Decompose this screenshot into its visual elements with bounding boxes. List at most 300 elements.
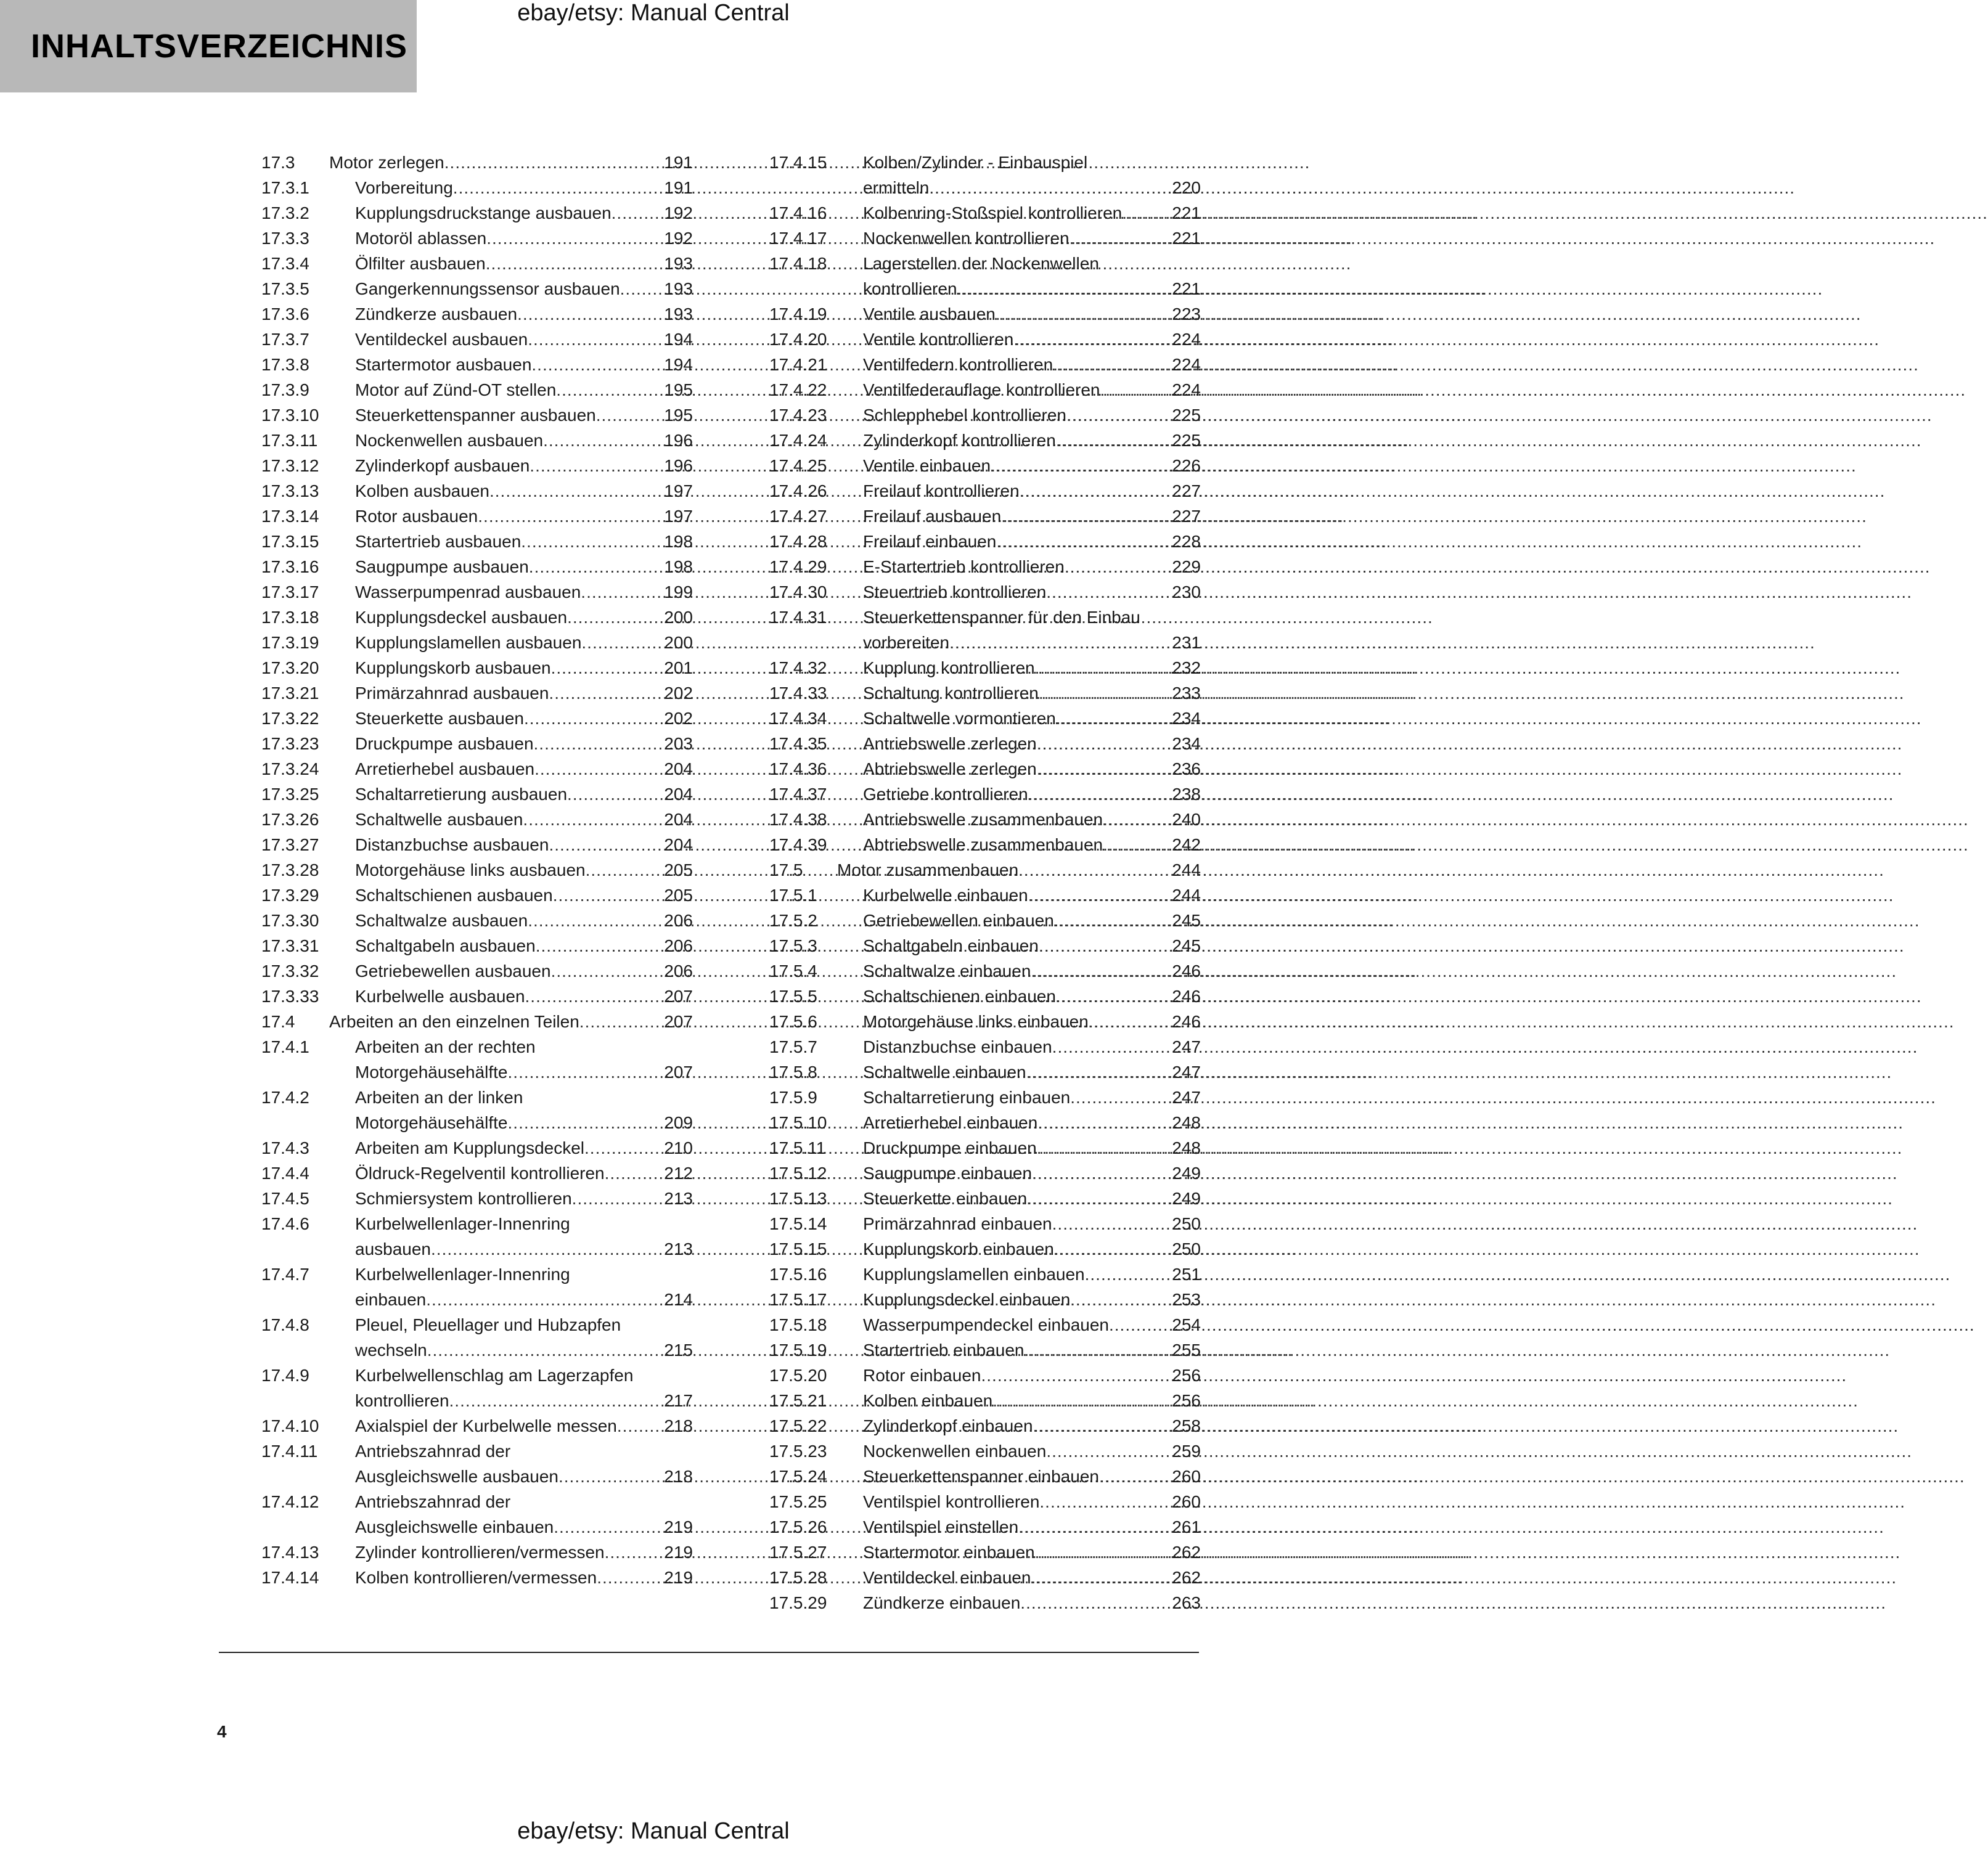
toc-dot-leader [1066, 402, 1163, 428]
toc-entry-title-line: Antriebszahnrad der [355, 1442, 511, 1461]
toc-entry-number: 17.3.24 [261, 759, 319, 778]
toc-page-number: 260 [1172, 1467, 1201, 1486]
toc-entry-title: Zylinderkopf einbauen [863, 1416, 1033, 1435]
toc-entry-body [329, 150, 693, 175]
toc-entry[interactable] [261, 1312, 693, 1363]
toc-entry[interactable] [769, 478, 1201, 504]
toc-entry[interactable] [261, 883, 693, 908]
toc-page-number: 263 [1172, 1593, 1201, 1612]
toc-page-number: 253 [1172, 1290, 1201, 1309]
toc-entry-title: Nockenwellen kontrollieren [863, 229, 1070, 248]
toc-entry-title-line: Kolben/Zylinder - Einbauspiel [863, 153, 1088, 172]
toc-entry[interactable] [261, 150, 693, 175]
toc-entry[interactable] [261, 1262, 693, 1312]
toc-page-number: 193 [664, 304, 693, 324]
toc-entry-number: 17.5.11 [769, 1138, 826, 1157]
toc-entry-title: Motorgehäusehälfte [355, 1063, 508, 1082]
toc-entry-title: Getriebe kontrollieren [863, 785, 1028, 804]
toc-page-number: 224 [1172, 380, 1201, 399]
toc-entry-body [863, 1312, 1201, 1337]
toc-entry[interactable] [261, 706, 693, 731]
toc-entry[interactable] [769, 731, 1201, 756]
toc-entry[interactable] [769, 1262, 1201, 1287]
toc-entry-body [863, 1262, 1201, 1287]
toc-entry-number: 17.4.39 [769, 835, 827, 854]
toc-dot-leader [549, 832, 655, 857]
toc-entry-title-row [863, 1439, 1201, 1464]
toc-entry[interactable] [769, 807, 1201, 832]
toc-dot-leader [1100, 377, 1163, 402]
toc-dot-leader [1056, 984, 1163, 1009]
toc-entry-body [355, 251, 693, 276]
toc-entry-body [863, 377, 1201, 402]
toc-entry-number: 17.4.4 [261, 1164, 309, 1183]
toc-entry-title: Getriebewellen einbauen [863, 911, 1054, 930]
toc-entry-body [355, 1135, 693, 1161]
toc-entry-number: 17.4.33 [769, 684, 827, 703]
toc-entry-title: Schaltgabeln ausbauen [355, 936, 536, 955]
toc-entry[interactable] [769, 1540, 1201, 1565]
toc-entry-title-row [863, 958, 1201, 984]
toc-dot-leader [551, 655, 655, 680]
toc-entry-title: Kolben kontrollieren/vermessen [355, 1568, 597, 1587]
toc-entry-title-row [863, 1565, 1201, 1590]
toc-entry-title: Ventile ausbauen [863, 304, 996, 324]
toc-page-number: 231 [1172, 633, 1201, 652]
toc-entry[interactable] [769, 1135, 1201, 1161]
toc-page-number: 207 [664, 987, 693, 1006]
toc-entry[interactable] [261, 984, 693, 1009]
toc-page-number: 261 [1172, 1517, 1201, 1537]
toc-entry-title-line: Arbeiten an der rechten [355, 1037, 536, 1056]
toc-entry[interactable] [769, 226, 1201, 251]
toc-entry-title: Steuertrieb kontrollieren [863, 582, 1047, 602]
toc-dot-leader [1028, 782, 1163, 807]
toc-entry-title: Arretierhebel einbauen [863, 1113, 1038, 1132]
toc-entry[interactable] [769, 933, 1201, 958]
toc-entry-number: 17.5.21 [769, 1391, 827, 1410]
toc-entry[interactable] [261, 605, 693, 630]
toc-entry[interactable] [769, 958, 1201, 984]
toc-entry[interactable] [261, 554, 693, 579]
toc-entry[interactable] [261, 756, 693, 782]
toc-entry-number: 17.3.16 [261, 557, 319, 576]
toc-entry[interactable] [769, 301, 1201, 327]
toc-entry-title: Schmiersystem kontrollieren [355, 1189, 572, 1208]
toc-page-number: 247 [1172, 1037, 1201, 1056]
toc-entry-number: 17.4.25 [769, 456, 827, 475]
toc-entry[interactable] [769, 504, 1201, 529]
toc-entry[interactable] [769, 1312, 1201, 1337]
toc-dot-leader [489, 478, 655, 504]
toc-entry[interactable] [769, 1211, 1201, 1236]
toc-dot-leader [529, 554, 655, 579]
toc-entry[interactable] [261, 655, 693, 680]
toc-entry-title-row [863, 504, 1201, 529]
toc-entry[interactable] [769, 1565, 1201, 1590]
toc-entry-title-row [355, 1287, 693, 1312]
toc-column-right [769, 150, 1201, 1615]
toc-entry-title: Steuerkette ausbauen [355, 709, 524, 728]
toc-entry[interactable] [769, 1514, 1201, 1540]
toc-entry[interactable] [769, 1186, 1201, 1211]
toc-page-number: 262 [1172, 1568, 1201, 1587]
toc-entry[interactable] [261, 529, 693, 554]
toc-entry-body [355, 276, 693, 301]
toc-entry-number: 17.5.16 [769, 1265, 827, 1284]
toc-entry-title: Schaltwelle ausbauen [355, 810, 523, 829]
toc-entry[interactable] [769, 1590, 1201, 1615]
toc-entry[interactable] [769, 327, 1201, 352]
toc-entry-body [863, 832, 1201, 857]
toc-entry-title-row [355, 175, 693, 200]
toc-page-number: 227 [1172, 481, 1201, 500]
toc-entry-number: 17.5.2 [769, 911, 817, 930]
toc-entry[interactable] [769, 655, 1201, 680]
toc-entry[interactable] [261, 453, 693, 478]
toc-entry[interactable] [261, 327, 693, 352]
toc-entry[interactable] [769, 1363, 1201, 1388]
toc-entry[interactable] [769, 908, 1201, 933]
toc-entry[interactable] [769, 251, 1201, 301]
toc-entry-title-row [355, 756, 693, 782]
toc-entry[interactable] [769, 1009, 1201, 1034]
toc-entry-body [863, 1287, 1201, 1312]
toc-entry[interactable] [769, 200, 1201, 226]
toc-entry-number: 17.5.28 [769, 1568, 827, 1587]
toc-dot-leader [1031, 958, 1163, 984]
toc-entry[interactable] [769, 1439, 1201, 1464]
toc-dot-leader [1039, 933, 1163, 958]
toc-entry[interactable] [261, 630, 693, 655]
toc-page-number: 228 [1172, 532, 1201, 551]
toc-entry-body [355, 1363, 693, 1413]
toc-entry-title-line: Antriebszahnrad der [355, 1492, 511, 1511]
toc-dot-leader [1109, 1312, 1163, 1337]
toc-entry-title: Arbeiten am Kupplungsdeckel [355, 1138, 585, 1157]
toc-entry-body [863, 1236, 1201, 1262]
toc-entry[interactable] [261, 782, 693, 807]
toc-entry-body [355, 226, 693, 251]
toc-entry[interactable] [769, 554, 1201, 579]
toc-entry-body [863, 933, 1201, 958]
toc-entry-title-row [863, 655, 1201, 680]
toc-entry[interactable] [261, 175, 693, 200]
toc-entry[interactable] [261, 680, 693, 706]
toc-dot-leader [1046, 579, 1163, 605]
toc-dot-leader [543, 428, 655, 453]
toc-entry-title-row [863, 1337, 1201, 1363]
toc-entry-body [355, 908, 693, 933]
toc-dot-leader [530, 453, 655, 478]
toc-entry[interactable] [769, 1464, 1201, 1489]
toc-entry[interactable] [769, 1161, 1201, 1186]
toc-dot-leader [536, 933, 655, 958]
toc-entry[interactable] [261, 1565, 693, 1590]
toc-entry[interactable] [769, 1489, 1201, 1514]
toc-entry[interactable] [769, 756, 1201, 782]
toc-entry[interactable] [261, 731, 693, 756]
toc-entry[interactable] [769, 984, 1201, 1009]
toc-entry-title-row [863, 1540, 1201, 1565]
toc-entry-title-row [863, 1287, 1201, 1312]
toc-entry-number: 17.3.15 [261, 532, 319, 551]
toc-entry[interactable] [769, 605, 1201, 655]
toc-entry-title: Nockenwellen einbauen [863, 1442, 1047, 1461]
toc-entry-title: Gangerkennungssensor ausbauen [355, 279, 620, 298]
toc-entry-body [863, 529, 1201, 554]
toc-entry-body [355, 1565, 693, 1590]
toc-entry[interactable] [769, 150, 1201, 200]
toc-entry[interactable] [769, 1034, 1201, 1059]
toc-entry-title-row [355, 984, 693, 1009]
toc-entry[interactable] [769, 1085, 1201, 1110]
toc-dot-leader [1028, 883, 1163, 908]
toc-page-number: 221 [1172, 229, 1201, 248]
toc-entry-body [863, 251, 1201, 301]
toc-page-number: 248 [1172, 1138, 1201, 1157]
toc-page-number: 234 [1172, 734, 1201, 753]
toc-page-number: 221 [1172, 279, 1201, 298]
toc-entry-body [863, 1514, 1201, 1540]
toc-entry-number: 17.3.2 [261, 203, 309, 222]
toc-entry-title-row [863, 984, 1201, 1009]
toc-dot-leader [1032, 1161, 1163, 1186]
toc-entry-title: Ausgleichswelle einbauen [355, 1517, 554, 1537]
toc-entry[interactable] [261, 1489, 693, 1540]
toc-entry[interactable] [261, 933, 693, 958]
toc-entry[interactable] [769, 377, 1201, 402]
toc-entry[interactable] [769, 1236, 1201, 1262]
toc-entry-body [355, 301, 693, 327]
toc-entry[interactable] [261, 504, 693, 529]
toc-entry-title: Saugpumpe einbauen [863, 1164, 1033, 1183]
toc-dot-leader [444, 150, 655, 175]
toc-entry-title: Motoröl ablassen [355, 229, 487, 248]
toc-entry-title-row [863, 529, 1201, 554]
toc-entry-title-row [863, 908, 1201, 933]
toc-entry[interactable] [261, 1135, 693, 1161]
toc-entry[interactable] [769, 883, 1201, 908]
toc-page-number: 194 [664, 330, 693, 349]
toc-entry-title-row [863, 276, 1201, 301]
toc-entry[interactable] [769, 832, 1201, 857]
toc-entry-body [837, 857, 1201, 883]
toc-entry-number: 17.4.27 [769, 507, 827, 526]
toc-entry[interactable] [261, 807, 693, 832]
toc-dot-leader [524, 706, 655, 731]
toc-entry-body [863, 453, 1201, 478]
toc-entry-title-row [863, 630, 1201, 655]
toc-page-number: 250 [1172, 1214, 1201, 1233]
toc-page-number: 244 [1172, 886, 1201, 905]
toc-entry-title-row [863, 175, 1201, 200]
toc-entry[interactable] [769, 402, 1201, 428]
toc-entry[interactable] [261, 1186, 693, 1211]
toc-entry-title: Kupplungskorb ausbauen [355, 658, 551, 677]
toc-entry-number: 17.4.7 [261, 1265, 309, 1284]
toc-entry-body [355, 782, 693, 807]
toc-dot-leader [992, 1388, 1163, 1413]
toc-entry[interactable] [261, 276, 693, 301]
toc-dot-leader [523, 807, 655, 832]
toc-page-number: 202 [664, 709, 693, 728]
toc-dot-leader [617, 1413, 655, 1439]
toc-entry[interactable] [261, 251, 693, 276]
toc-entry[interactable] [261, 226, 693, 251]
toc-entry-title-row [863, 1514, 1201, 1540]
toc-entry-number: 17.4.18 [769, 254, 827, 273]
toc-entry-title-row [863, 933, 1201, 958]
toc-page-number: 220 [1172, 178, 1201, 197]
toc-entry[interactable] [769, 1287, 1201, 1312]
toc-entry-title-row [863, 706, 1201, 731]
toc-page-number: 218 [664, 1416, 693, 1435]
toc-entry-title: Motor zusammenbauen [837, 860, 1019, 880]
toc-entry-number: 17.4.11 [261, 1442, 318, 1461]
toc-entry[interactable] [769, 579, 1201, 605]
toc-entry[interactable] [261, 1085, 693, 1135]
toc-entry[interactable] [261, 428, 693, 453]
toc-page-number: 256 [1172, 1391, 1201, 1410]
toc-entry-body [355, 756, 693, 782]
toc-entry-body [355, 1161, 693, 1186]
toc-page-number: 213 [664, 1239, 693, 1259]
toc-page-number: 204 [664, 835, 693, 854]
toc-entry-number: 17.4.2 [261, 1088, 309, 1107]
toc-entry[interactable] [769, 1337, 1201, 1363]
toc-entry-title: Abtriebswelle zusammenbauen [863, 835, 1103, 854]
toc-entry-title-row [355, 226, 693, 251]
toc-dot-leader [553, 883, 655, 908]
toc-entry[interactable] [769, 706, 1201, 731]
toc-entry-title-row [355, 1514, 693, 1540]
toc-entry[interactable] [261, 1009, 693, 1034]
toc-dot-leader [1039, 1489, 1163, 1514]
toc-entry-body [863, 554, 1201, 579]
toc-entry[interactable] [769, 428, 1201, 453]
toc-entry[interactable] [769, 453, 1201, 478]
toc-entry-title-row [355, 251, 693, 276]
toc-entry-title-row [355, 327, 693, 352]
toc-entry[interactable] [769, 1110, 1201, 1135]
toc-entry-body [863, 1211, 1201, 1236]
toc-entry-body [355, 200, 693, 226]
toc-entry-title: Primärzahnrad ausbauen [355, 684, 549, 703]
toc-page-number: 225 [1172, 431, 1201, 450]
toc-entry-body [863, 605, 1201, 655]
toc-entry-title: Arbeiten an den einzelnen Teilen [329, 1012, 579, 1031]
toc-entry-title-row [863, 402, 1201, 428]
toc-page-number: 224 [1172, 355, 1201, 374]
toc-dot-leader [1054, 908, 1163, 933]
toc-dot-leader [981, 1363, 1163, 1388]
toc-page-number: 207 [664, 1012, 693, 1031]
toc-entry[interactable] [261, 857, 693, 883]
toc-entry[interactable] [261, 1034, 693, 1085]
toc-entry-title-row [355, 1161, 693, 1186]
toc-entry[interactable] [769, 680, 1201, 706]
toc-entry[interactable] [261, 478, 693, 504]
toc-entry-title-row [355, 428, 693, 453]
toc-entry-title-row [355, 782, 693, 807]
toc-entry[interactable] [261, 908, 693, 933]
toc-page-number: 219 [664, 1568, 693, 1587]
toc-entry-body [355, 428, 693, 453]
toc-entry[interactable] [261, 301, 693, 327]
toc-entry-body [355, 605, 693, 630]
toc-entry-number: 17.3.22 [261, 709, 319, 728]
toc-entry-number: 17.5.18 [769, 1315, 827, 1334]
toc-page-number: 217 [664, 1391, 693, 1410]
toc-entry-body [355, 958, 693, 984]
toc-entry-body [863, 1489, 1201, 1514]
toc-entry[interactable] [261, 958, 693, 984]
toc-dot-leader [556, 377, 655, 402]
toc-entry-number: 17.4.21 [769, 355, 827, 374]
toc-page-number: 230 [1172, 582, 1201, 602]
toc-entry[interactable] [261, 1161, 693, 1186]
toc-entry[interactable] [261, 832, 693, 857]
toc-entry-title: vorbereiten [863, 633, 950, 652]
toc-entry-title-line: Kurbelwellenlager-Innenring [355, 1214, 570, 1233]
toc-entry-title: kontrollieren [355, 1391, 449, 1410]
toc-entry[interactable] [261, 579, 693, 605]
toc-entry[interactable] [261, 1540, 693, 1565]
toc-entry[interactable] [261, 1363, 693, 1413]
toc-entry[interactable] [261, 377, 693, 402]
toc-entry[interactable] [769, 1059, 1201, 1085]
toc-entry-body [863, 1439, 1201, 1464]
toc-page-number: 200 [664, 633, 693, 652]
toc-entry-number: 17.5.3 [769, 936, 817, 955]
toc-entry-title-row [355, 807, 693, 832]
toc-entry[interactable] [769, 857, 1201, 883]
toc-entry[interactable] [261, 1211, 693, 1262]
toc-entry-number: 17.4.17 [769, 229, 827, 248]
toc-entry[interactable] [261, 402, 693, 428]
toc-entry[interactable] [769, 352, 1201, 377]
toc-page-number: 227 [1172, 507, 1201, 526]
toc-page-number: 246 [1172, 987, 1201, 1006]
toc-entry-body [863, 226, 1201, 251]
toc-entry-body [863, 1565, 1201, 1590]
toc-entry-title-row [355, 504, 693, 529]
toc-entry[interactable] [261, 1413, 693, 1439]
toc-entry[interactable] [769, 1413, 1201, 1439]
toc-entry-title-row [863, 1211, 1201, 1236]
toc-entry[interactable] [769, 1388, 1201, 1413]
toc-entry-number: 17.4.14 [261, 1568, 319, 1587]
toc-entry[interactable] [261, 200, 693, 226]
toc-column-left [261, 150, 693, 1590]
toc-entry-number: 17.3.20 [261, 658, 319, 677]
toc-entry[interactable] [769, 529, 1201, 554]
toc-entry[interactable] [769, 782, 1201, 807]
toc-entry-title: Antriebswelle zusammenbauen [863, 810, 1103, 829]
toc-page-number: 206 [664, 961, 693, 981]
toc-entry[interactable] [261, 1439, 693, 1489]
toc-entry-number: 17.3.7 [261, 330, 309, 349]
toc-entry-title: Kupplungskorb einbauen [863, 1239, 1054, 1259]
toc-entry-body [863, 428, 1201, 453]
toc-entry-body [355, 1034, 693, 1085]
toc-entry-number: 17.5.26 [769, 1517, 827, 1537]
toc-entry-title-row [863, 1489, 1201, 1514]
toc-entry[interactable] [261, 352, 693, 377]
toc-dot-leader [525, 984, 655, 1009]
toc-entry-title-row [863, 731, 1201, 756]
